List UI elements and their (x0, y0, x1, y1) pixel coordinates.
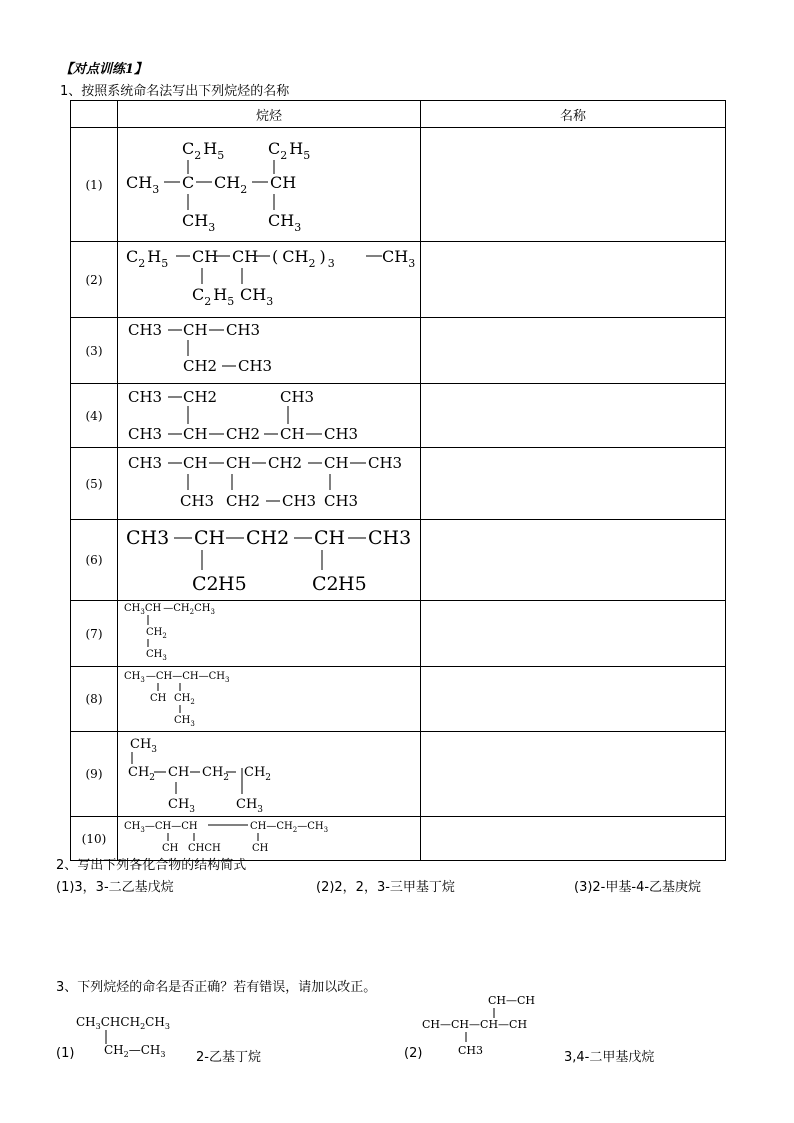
svg-text:CH3CH—CH2CH3: $CH_3CH$ $—CH_2CH_3$ (124, 603, 215, 616)
svg-text:CH—CH2—CH3: $CH—CH_2—CH_3$ (250, 821, 329, 834)
svg-text:CH3: CH3 (324, 425, 359, 443)
question-2-item-3: (3)2-甲基-4-乙基庚烷 (574, 880, 702, 895)
question-3-item-2-name: 3,4-二甲基戊烷 (564, 1050, 655, 1065)
structure-6 (118, 520, 420, 600)
svg-text:CH: CH (168, 765, 190, 780)
svg-text:CH: CH (232, 247, 259, 266)
svg-text:CH3: CH3 (282, 492, 317, 510)
svg-text:CH2: $CH_2$ (174, 693, 195, 706)
structure-7 (118, 601, 420, 666)
row-number: (8) (71, 667, 118, 732)
svg-text:CH3: $CH_3$ (146, 649, 167, 662)
header-name: 名称 (421, 101, 726, 128)
svg-text:CH3CHCH2CH3: $CH_3CHCH_2CH_3$ (76, 1015, 170, 1031)
row-number: (1) (71, 128, 118, 242)
structure-cell (118, 128, 421, 242)
svg-text:CH3: CH3 (458, 1044, 484, 1057)
structure-cell (118, 601, 421, 667)
row-number: (7) (71, 601, 118, 667)
structure-cell (118, 318, 421, 384)
row-number: (10) (71, 817, 118, 861)
svg-text:CH: CH (226, 454, 251, 472)
svg-text:CH2: CH2 (226, 425, 261, 443)
svg-text:CH: CH (162, 843, 179, 854)
structure-cell (118, 448, 421, 520)
svg-text:CH3: CH3 (180, 492, 215, 510)
question-2-item-2: (2)2，2，3-三甲基丁烷 (316, 880, 455, 895)
answer-cell[interactable] (421, 242, 726, 318)
svg-text:CH3: CH3 (368, 454, 403, 472)
structure-4 (118, 384, 420, 447)
answer-cell[interactable] (421, 318, 726, 384)
svg-text:H5: H5 (338, 573, 367, 595)
row-number: (9) (71, 732, 118, 817)
answer-cell[interactable] (421, 448, 726, 520)
row-number: (3) (71, 318, 118, 384)
svg-text:CH3: CH3 (128, 454, 163, 472)
table-row (71, 601, 726, 667)
svg-text:CH3: CH3 (324, 492, 359, 510)
svg-text:CH3: CH3 (226, 321, 261, 339)
svg-text:CH3: CH3 (128, 321, 163, 339)
header-alkane: 烷烃 (118, 101, 421, 128)
svg-text:CH2: CH2 (183, 357, 218, 375)
answer-cell[interactable] (421, 732, 726, 817)
svg-text:CH2: CH2 (226, 492, 261, 510)
svg-text:CH: CH (252, 843, 269, 854)
svg-text:CH—CH: CH—CH (488, 994, 536, 1007)
svg-text:CH2: CH2 (183, 388, 218, 406)
structure-cell (118, 242, 421, 318)
svg-text:CH: CH (194, 527, 226, 549)
table-row (71, 242, 726, 318)
svg-text:CH3: $CH_3$ (130, 737, 158, 755)
svg-text:CH2—CH3: $CH_2—CH_3$ (104, 1043, 166, 1059)
answer-cell[interactable] (421, 601, 726, 667)
structure-9 (118, 732, 420, 816)
structure-cell (118, 732, 421, 817)
svg-text:CH3: $CH_3$ (236, 797, 264, 815)
table-row (71, 520, 726, 601)
svg-text:C2H5: $C_2$ $H_5$ (268, 139, 311, 162)
table-row (71, 448, 726, 520)
svg-text:CH: CH (324, 454, 349, 472)
question-3-title: 3、下列烷烃的命名是否正确？若有错误，请加以改正。 (56, 980, 377, 995)
question-1-title: 1、按照系统命名法写出下列烷烃的名称 (60, 84, 290, 99)
svg-text:CH3—CH—CH—CH3: $CH_3—CH—CH—CH_3$ (124, 671, 230, 684)
structure-1 (118, 128, 420, 241)
question-2-item-1: (1)3，3-二乙基戊烷 (56, 880, 174, 895)
svg-text:CH3: CH3 (238, 357, 273, 375)
svg-text:CH: CH (280, 425, 305, 443)
svg-text:CH—CH—CH—CH: CH—CH—CH—CH (422, 1018, 528, 1031)
question-3-item-1-number: (1) (56, 1046, 75, 1061)
row-number: (6) (71, 520, 118, 601)
answer-cell[interactable] (421, 384, 726, 448)
svg-text:CH3: $CH_3$ (174, 715, 195, 728)
svg-text:C2: C2 (312, 573, 339, 595)
table-row (71, 667, 726, 732)
svg-text:CH: CH (192, 247, 219, 266)
answer-cell[interactable] (421, 128, 726, 242)
row-number: (5) (71, 448, 118, 520)
svg-text:CH2: CH2 (246, 527, 290, 549)
question-2-title: 2、写出下列各化合物的结构简式 (56, 858, 247, 873)
table-row (71, 318, 726, 384)
svg-text:CH3: $CH_3$ (126, 173, 160, 196)
svg-text:C: C (182, 173, 195, 192)
structure-cell (118, 384, 421, 448)
svg-text:CH3: CH3 (368, 527, 412, 549)
svg-text:CH: CH (270, 173, 297, 192)
svg-text:CH: CH (183, 454, 208, 472)
svg-text:CH: CH (183, 425, 208, 443)
svg-text:CH2: $CH_2$ (202, 765, 230, 783)
svg-text:CH2: $CH_2$ (128, 765, 156, 783)
svg-text:CH2: $CH_2$ (146, 627, 167, 640)
header-empty (71, 101, 118, 128)
svg-text:CHCH: CHCH (188, 843, 221, 854)
table-row (71, 384, 726, 448)
answer-cell[interactable] (421, 817, 726, 861)
svg-text:CH2: $CH_2$ (214, 173, 248, 196)
svg-text:(CH2)3: ( $CH_2$ ) $_3$ (272, 247, 335, 270)
question-3-item-2-number: (2) (404, 1046, 423, 1061)
section-heading: 【对点训练1】 (60, 62, 148, 77)
svg-text:C2H5: $C_2$ $H_5$ (182, 139, 225, 162)
svg-text:CH3: $CH_3$ (168, 797, 196, 815)
answer-cell[interactable] (421, 667, 726, 732)
svg-text:CH: CH (183, 321, 208, 339)
row-number: (2) (71, 242, 118, 318)
svg-text:CH2: CH2 (268, 454, 303, 472)
svg-text:CH: CH (150, 693, 167, 704)
structure-2 (118, 242, 420, 317)
svg-text:CH3: CH3 (128, 388, 163, 406)
svg-text:CH3: CH3 (280, 388, 315, 406)
table-row (71, 128, 726, 242)
svg-text:H5: H5 (218, 573, 247, 595)
alkane-table (70, 100, 726, 861)
structure-cell (118, 667, 421, 732)
structure-cell (118, 520, 421, 601)
row-number: (4) (71, 384, 118, 448)
structure-3 (118, 318, 420, 383)
question-3-item-1-name: 2-乙基丁烷 (196, 1050, 261, 1065)
svg-text:CH3: $CH_3$ (382, 247, 416, 270)
question-3-structure-1 (56, 1008, 326, 1068)
question-3-structure-2 (416, 990, 566, 1062)
svg-text:CH2: $CH_2$ (244, 765, 272, 783)
svg-text:CH3: $CH_3$ (240, 285, 274, 308)
svg-text:C2: C2 (192, 573, 219, 595)
svg-text:C2H5: $C_2$ $H_5$ (192, 285, 235, 308)
svg-text:CH3: CH3 (126, 527, 170, 549)
table-row (71, 732, 726, 817)
svg-text:CH3—CH—CH: $CH_3—CH—CH$ (124, 821, 198, 834)
svg-text:CH3: CH3 (128, 425, 163, 443)
structure-8 (118, 667, 420, 731)
svg-text:CH3: $CH_3$ (182, 211, 216, 234)
svg-text:CH: CH (314, 527, 346, 549)
svg-text:CH3: $CH_3$ (268, 211, 302, 234)
structure-5 (118, 448, 420, 519)
answer-cell[interactable] (421, 520, 726, 601)
svg-text:C2H5: $C_2$ $H_5$ (126, 247, 169, 270)
table-header-row (71, 101, 726, 128)
